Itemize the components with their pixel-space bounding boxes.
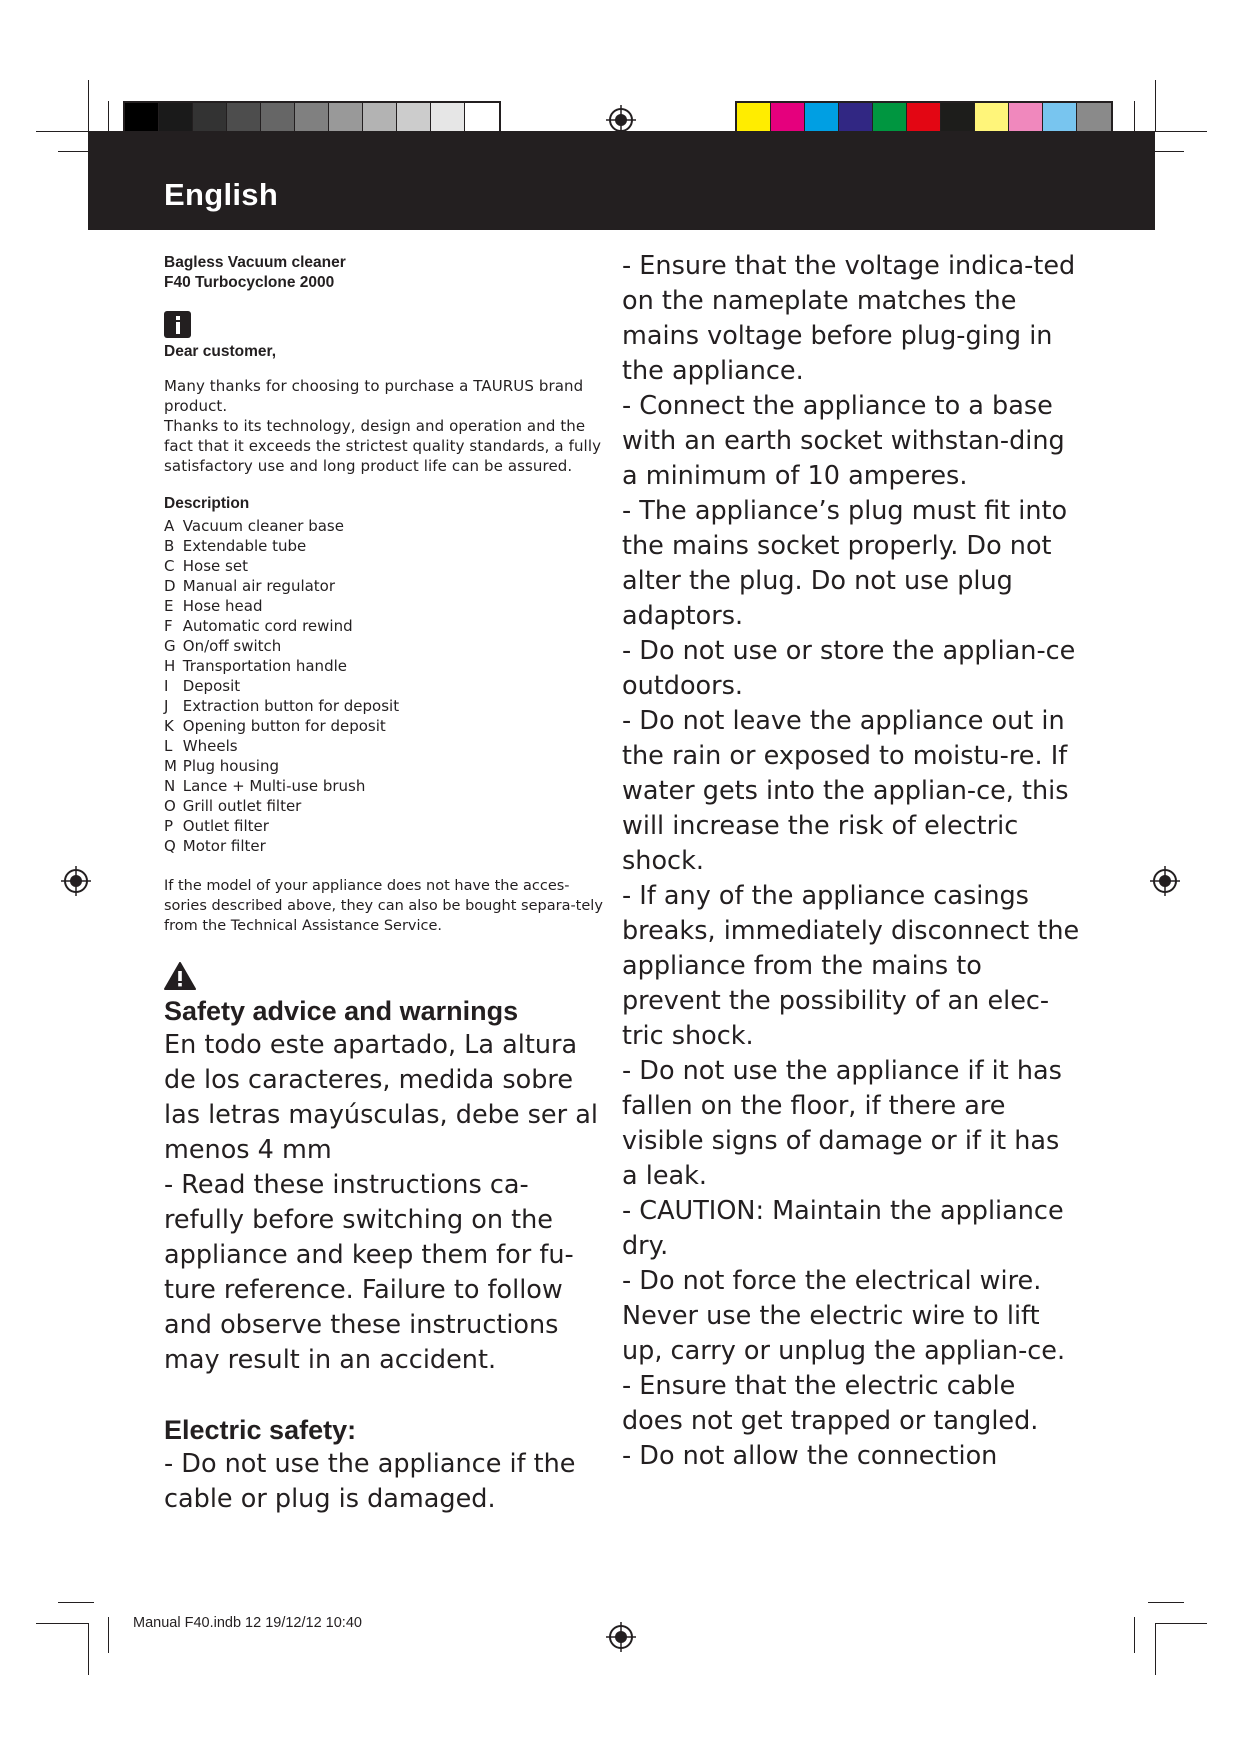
description-item <box>164 796 604 816</box>
description-item-text: Grill outlet filter <box>182 797 302 815</box>
product-type: Bagless Vacuum cleaner <box>164 254 346 271</box>
greeting: Dear customer, <box>164 343 276 360</box>
description-item-text: Manual air regulator <box>182 577 336 595</box>
description-item <box>164 536 604 556</box>
crop-mark <box>36 131 88 132</box>
electric-safety-item: - Ensure that the voltage indica-ted on the nameplate matches the mains voltage before plug-ging in the appliance. <box>622 251 1076 386</box>
description-item-letter: K <box>164 717 174 735</box>
description-item <box>164 756 604 776</box>
description-item <box>164 656 604 676</box>
description-item <box>164 716 604 736</box>
description-item-letter: C <box>164 557 175 575</box>
description-item-letter: Q <box>164 837 176 855</box>
description-item <box>164 676 604 696</box>
description-item-letter: M <box>164 757 177 775</box>
read-instructions: - Read these instructions ca-refully before switching on the appliance and keep them for fu-ture reference. Failure to follow and observe these instructions may result in an accident. <box>164 1170 574 1375</box>
product-model: F40 Turbocyclone 2000 <box>164 274 335 291</box>
electric-safety-item: - Connect the appliance to a base with an earth socket withstan-ding a minimum of 10 amperes. <box>622 391 1065 491</box>
description-item <box>164 816 604 836</box>
electric-safety-item: - Do not allow the connection <box>622 1441 998 1471</box>
description-item-text: Vacuum cleaner base <box>182 517 344 535</box>
description-item <box>164 636 604 656</box>
description-item-text: Lance + Multi-use brush <box>182 777 366 795</box>
electric-safety-item: - If any of the appliance casings breaks, immediately disconnect the appliance from the mains to prevent the possibility of an elec-tric shock. <box>622 881 1080 1051</box>
registration-mark-icon <box>1150 866 1180 896</box>
accessories-note: If the model of your appliance does not have the acces-sories described above, they can also be bought separa-tely from the Technical Assistance Service. <box>164 878 603 934</box>
description-item-letter: G <box>164 637 176 655</box>
description-item-text: Plug housing <box>182 757 279 775</box>
description-item-letter: P <box>164 817 174 835</box>
electric-safety-item: - Do not force the electrical wire. Never use the electric wire to lift up, carry or unplug the applian-ce. <box>622 1266 1066 1366</box>
description-item-text: Hose set <box>182 557 248 575</box>
description-item <box>164 736 604 756</box>
description-item-letter: L <box>164 737 173 755</box>
crop-mark <box>88 1623 89 1675</box>
description-item <box>164 596 604 616</box>
intro-paragraph: Thanks to its technology, design and operation and the fact that it exceeds the strictest quality standards, a fully satisfactory use and long product life can be assured. <box>164 417 602 475</box>
electric-safety-heading: Electric safety: <box>164 1415 357 1445</box>
intro-text <box>164 376 604 476</box>
right-column <box>622 249 1082 1474</box>
description-item-text: Deposit <box>182 677 241 695</box>
description-heading: Description <box>164 495 250 512</box>
description-item-letter: A <box>164 517 175 535</box>
description-item-letter: J <box>164 697 169 715</box>
crop-mark <box>108 1617 109 1653</box>
description-item-text: Hose head <box>182 597 263 615</box>
description-item <box>164 696 604 716</box>
intro-paragraph: Many thanks for choosing to purchase a TAURUS brand product. <box>164 377 584 415</box>
crop-mark <box>1155 131 1207 132</box>
description-item <box>164 556 604 576</box>
description-item-letter: B <box>164 537 175 555</box>
registration-mark-icon <box>606 1622 636 1652</box>
description-item-letter: F <box>164 617 173 635</box>
description-item-text: Extraction button for deposit <box>182 697 400 715</box>
crop-mark <box>1155 1623 1207 1624</box>
description-item-text: Transportation handle <box>182 657 347 675</box>
description-item <box>164 576 604 596</box>
electric-safety-left <box>164 1447 604 1517</box>
registration-mark-icon <box>61 866 91 896</box>
electric-safety-item: - Do not leave the appliance out in the rain or exposed to moistu-re. If water gets into the applian-ce, this will increase the risk of electric shock. <box>622 706 1069 876</box>
safety-text <box>164 1028 604 1378</box>
description-item-letter: D <box>164 577 176 595</box>
description-item <box>164 776 604 796</box>
description-item-text: Motor filter <box>182 837 266 855</box>
language-title: English <box>164 177 279 212</box>
electric-safety-item: - Do not use the appliance if it has fallen on the floor, if there are visible signs of damage or if it has a leak. <box>622 1056 1062 1191</box>
print-slug: Manual F40.indb 12 19/12/12 10:40 <box>133 1615 362 1631</box>
electric-safety-item: - Ensure that the electric cable does not get trapped or tangled. <box>622 1371 1039 1436</box>
spanish-note: En todo este apartado, La altura de los caracteres, medida sobre las letras mayúsculas, debe ser al menos 4 mm <box>164 1030 598 1165</box>
electric-safety-item: - Do not use the appliance if the cable or plug is damaged. <box>164 1449 576 1514</box>
crop-mark <box>58 1602 94 1603</box>
left-column <box>164 253 604 1517</box>
electric-safety-item: - The appliance’s plug must fit into the mains socket properly. Do not alter the plug. Do not use plug adaptors. <box>622 496 1068 631</box>
description-item-text: Opening button for deposit <box>182 717 386 735</box>
description-item-letter: N <box>164 777 176 795</box>
description-item-letter: O <box>164 797 176 815</box>
description-item-text: Wheels <box>182 737 238 755</box>
description-item-text: Extendable tube <box>182 537 307 555</box>
description-item <box>164 516 604 536</box>
description-item-letter: I <box>164 677 169 695</box>
crop-mark <box>1155 80 1156 132</box>
description-item-letter: H <box>164 657 176 675</box>
crop-mark <box>1148 1602 1184 1603</box>
crop-mark <box>36 1623 88 1624</box>
description-item <box>164 616 604 636</box>
crop-mark <box>88 80 89 132</box>
crop-mark <box>1155 1623 1156 1675</box>
warning-icon <box>164 962 196 990</box>
language-header-bar <box>88 131 1155 230</box>
safety-heading: Safety advice and warnings <box>164 996 519 1026</box>
description-list <box>164 516 604 856</box>
electric-safety-item: - Do not use or store the applian-ce outdoors. <box>622 636 1076 701</box>
info-icon <box>164 311 191 338</box>
description-item-text: Automatic cord rewind <box>182 617 353 635</box>
description-item-text: On/off switch <box>182 637 282 655</box>
crop-mark <box>1134 1617 1135 1653</box>
description-item-text: Outlet filter <box>182 817 269 835</box>
description-item-letter: E <box>164 597 174 615</box>
description-item <box>164 836 604 856</box>
electric-safety-item: - CAUTION: Maintain the appliance dry. <box>622 1196 1064 1261</box>
